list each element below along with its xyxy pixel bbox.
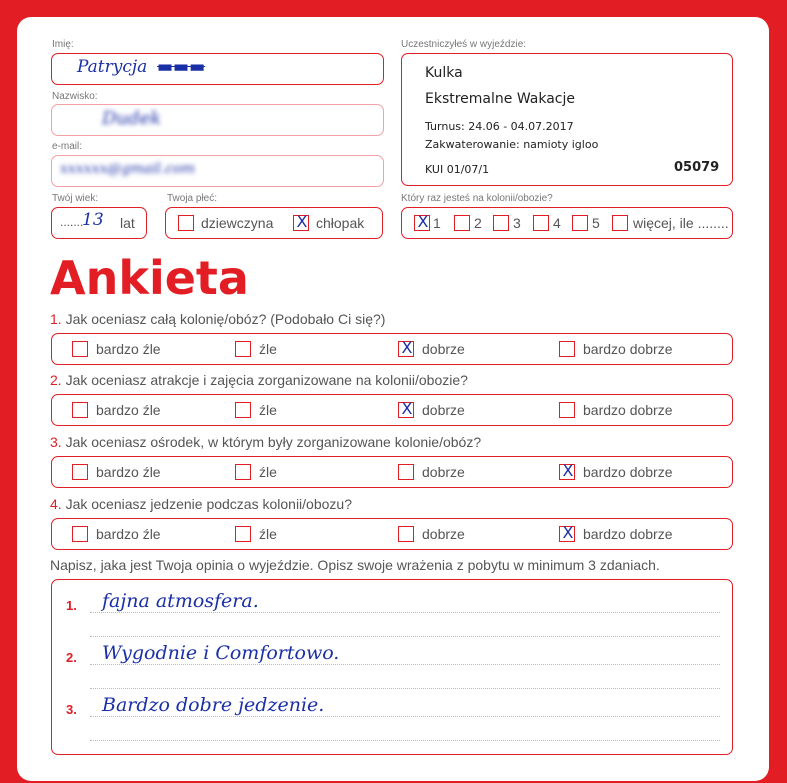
dotted-line [90, 740, 720, 741]
question-number: 3. [50, 434, 62, 450]
option-label: źle [259, 526, 277, 542]
dotted-line [90, 664, 720, 665]
check-mark: X [296, 212, 308, 231]
option-label: bardzo źle [96, 341, 161, 357]
dotted-line [90, 716, 720, 717]
email-field[interactable] [51, 155, 384, 187]
opinion-prompt: Napisz, jaka jest Twoja opinia o wyjeździe. Opisz swoje wrażenia z pobytu w minimum 3 zdaniach. [50, 557, 660, 573]
first-name-field[interactable] [51, 53, 384, 85]
option-label: dobrze [422, 402, 465, 418]
checkbox-q1-opt1[interactable] [72, 341, 88, 357]
opinion-line-text: fajna atmosfera. [102, 590, 259, 612]
option-label: bardzo źle [96, 464, 161, 480]
question-number: 1. [50, 311, 62, 327]
times-option-3: 3 [513, 215, 521, 231]
times-checkbox-5[interactable] [572, 215, 588, 231]
option-label: bardzo dobrze [583, 526, 673, 542]
check-mark: X [417, 212, 429, 231]
checkbox-q2-opt3[interactable] [398, 399, 414, 418]
question-3 [50, 434, 481, 450]
checkbox-q2-opt4[interactable] [559, 402, 575, 418]
trip-box [401, 53, 733, 186]
checkbox-q3-opt2[interactable] [235, 464, 251, 480]
option-label: bardzo źle [96, 402, 161, 418]
times-field [401, 207, 733, 239]
checkbox-q4-opt4[interactable] [559, 523, 575, 542]
dotted-line [90, 688, 720, 689]
opinion-line-text: Wygodnie i Comfortowo. [102, 642, 340, 664]
checkbox-q4-opt1[interactable] [72, 526, 88, 542]
question-number: 4. [50, 496, 62, 512]
age-dots: ....... [60, 215, 84, 229]
question-1 [50, 311, 385, 327]
times-checkbox-2[interactable] [454, 215, 470, 231]
answer-row-1 [51, 333, 733, 365]
times-checkbox-3[interactable] [493, 215, 509, 231]
trip-label: Uczestniczyłeś w wyjeździe: [401, 39, 527, 50]
answer-row-2 [51, 394, 733, 426]
times-checkbox-more[interactable] [612, 215, 628, 231]
age-label: Twój wiek: [52, 193, 99, 204]
option-label: dobrze [422, 341, 465, 357]
last-name-value: Dudek [102, 108, 162, 129]
gender-field [165, 207, 383, 239]
trip-accommodation: Zakwaterowanie: namioty igloo [425, 138, 599, 151]
checkbox-q1-opt4[interactable] [559, 341, 575, 357]
email-label: e-mail: [52, 141, 83, 152]
dotted-line [90, 636, 720, 637]
question-2 [50, 372, 468, 388]
times-option-more: więcej, ile ........ [633, 215, 729, 231]
checkbox-boy[interactable] [293, 212, 309, 231]
check-mark: X [562, 523, 574, 542]
age-field[interactable] [51, 207, 147, 239]
trip-code: KUI 01/07/1 [425, 163, 490, 176]
option-label: dobrze [422, 526, 465, 542]
question-4 [50, 496, 352, 512]
dotted-line [90, 612, 720, 613]
email-value: xxxxxx@gmail.com [60, 161, 195, 177]
trip-number: 05079 [674, 160, 720, 175]
option-label: źle [259, 464, 277, 480]
option-label: bardzo dobrze [583, 402, 673, 418]
question-text: Jak oceniasz ośrodek, w którym były zorganizowane kolonie/obóz? [65, 434, 482, 450]
checkbox-q3-opt3[interactable] [398, 464, 414, 480]
times-option-1: 1 [433, 215, 441, 231]
checkbox-q2-opt2[interactable] [235, 402, 251, 418]
checkbox-q3-opt1[interactable] [72, 464, 88, 480]
times-label: Który raz jesteś na kolonii/obozie? [401, 193, 553, 204]
age-value: 13 [82, 210, 104, 230]
opinion-line-number: 3. [66, 702, 77, 717]
times-checkbox-4[interactable] [533, 215, 549, 231]
option-label: bardzo dobrze [583, 341, 673, 357]
age-unit: lat [120, 215, 135, 231]
first-name-label: Imię: [52, 39, 74, 50]
checkbox-girl[interactable] [178, 215, 194, 231]
checkbox-q3-opt4[interactable] [559, 461, 575, 480]
last-name-field[interactable] [51, 104, 384, 136]
question-number: 2. [50, 372, 62, 388]
first-name-value: Patrycja [77, 57, 148, 77]
trip-line2: Ekstremalne Wakacje [425, 91, 576, 107]
option-label: źle [259, 402, 277, 418]
checkbox-q4-opt2[interactable] [235, 526, 251, 542]
option-label: dobrze [422, 464, 465, 480]
checkbox-q4-opt3[interactable] [398, 526, 414, 542]
check-mark: X [401, 399, 413, 418]
last-name-label: Nazwisko: [52, 91, 98, 102]
gender-option-boy: chłopak [316, 215, 365, 231]
times-checkbox-1[interactable] [414, 212, 430, 231]
gender-label: Twoja płeć: [167, 193, 218, 204]
check-mark: X [401, 338, 413, 357]
trip-turnus: Turnus: 24.06 - 04.07.2017 [425, 120, 574, 133]
option-label: bardzo dobrze [583, 464, 673, 480]
opinion-line-text: Bardzo dobre jedzenie. [102, 694, 325, 716]
times-option-5: 5 [592, 215, 600, 231]
times-option-2: 2 [474, 215, 482, 231]
checkbox-q1-opt3[interactable] [398, 338, 414, 357]
page-title: Ankieta [50, 251, 249, 305]
answer-row-3 [51, 456, 733, 488]
option-label: bardzo źle [96, 526, 161, 542]
opinion-line-number: 2. [66, 650, 77, 665]
trip-line1: Kulka [425, 65, 463, 81]
option-label: źle [259, 341, 277, 357]
gender-option-girl: dziewczyna [201, 215, 274, 231]
question-text: Jak oceniasz całą kolonię/obóz? (Podobało Ci się?) [65, 311, 386, 327]
times-option-4: 4 [553, 215, 561, 231]
opinion-line-number: 1. [66, 598, 77, 613]
question-text: Jak oceniasz atrakcje i zajęcia zorganizowane na kolonii/obozie? [65, 372, 468, 388]
checkbox-q1-opt2[interactable] [235, 341, 251, 357]
first-name-crossed-out: ▬▬▬ [157, 57, 206, 77]
check-mark: X [562, 461, 574, 480]
checkbox-q2-opt1[interactable] [72, 402, 88, 418]
answer-row-4 [51, 518, 733, 550]
question-text: Jak oceniasz jedzenie podczas kolonii/obozu? [65, 496, 352, 512]
